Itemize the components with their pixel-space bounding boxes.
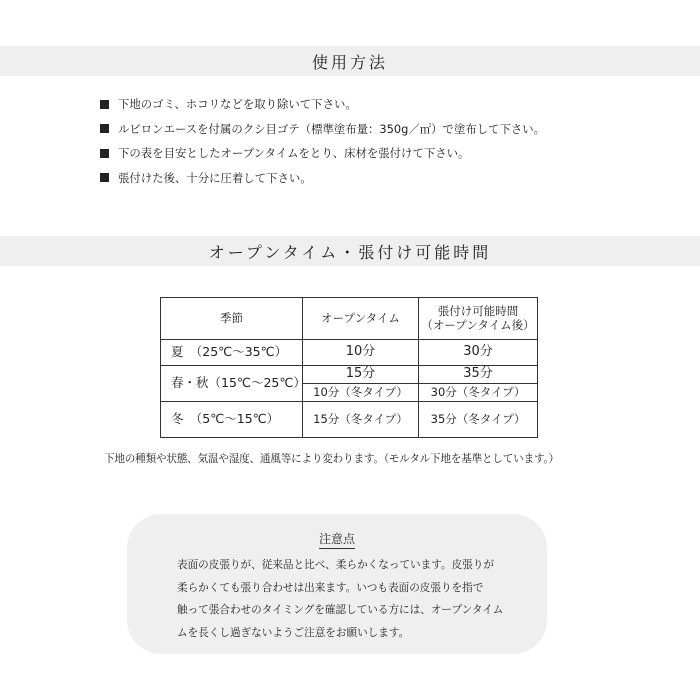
- square-bullet-icon: [100, 124, 109, 133]
- usage-heading-band: [0, 46, 700, 76]
- spring-autumn-open-time: 15分: [303, 366, 419, 384]
- table-row-winter: [161, 402, 538, 438]
- spring-autumn-open-time-winter: 10分（冬タイプ）: [303, 384, 419, 402]
- usage-step: [100, 166, 545, 191]
- season-spring-autumn: 春・秋（15℃～25℃）: [161, 366, 303, 402]
- usage-step-text: 張付けた後、十分に圧着して下さい。: [118, 170, 312, 185]
- season-summer: 夏 （25℃～35℃）: [161, 340, 303, 366]
- times-heading: オープンタイム・張付け可能時間: [208, 242, 492, 262]
- winter-possible-time: 35分（冬タイプ）: [419, 402, 538, 438]
- table-row-spring-autumn: [161, 366, 538, 384]
- open-time-table: [160, 297, 538, 438]
- usage-step: [100, 141, 545, 166]
- square-bullet-icon: [100, 149, 109, 158]
- times-heading-band: [0, 236, 700, 266]
- caution-box: [127, 514, 547, 654]
- spring-autumn-possible-time: 35分: [419, 366, 538, 384]
- usage-step-text: ルビロンエースを付属のクシ目ゴテ（標準塗布量：350g／㎡）で塗布して下さい。: [118, 121, 546, 136]
- square-bullet-icon: [100, 173, 109, 182]
- caution-line: 柔らかくても張り合わせは出来ます。いつも表面の皮張りを指で: [177, 581, 484, 594]
- season-winter: 冬 （5℃～15℃）: [161, 402, 303, 438]
- header-season: 季節: [161, 298, 303, 340]
- caution-title: [127, 530, 547, 547]
- usage-step: [100, 117, 545, 142]
- header-possible-time-line2: （オープンタイム後）: [421, 317, 535, 332]
- summer-possible-time: 30分: [419, 340, 538, 366]
- table-footnote: 下地の種類や状態、気温や湿度、通風等により変わります。（モルタル下地を基準としています。）: [104, 453, 559, 465]
- usage-heading: 使用方法: [311, 52, 388, 72]
- caution-line: ムを長くし過ぎないようご注意をお願いします。: [177, 626, 410, 639]
- header-possible-time: [419, 298, 538, 340]
- square-bullet-icon: [100, 100, 109, 109]
- spring-autumn-possible-time-winter: 30分（冬タイプ）: [419, 384, 538, 402]
- table-row-summer: [161, 340, 538, 366]
- caution-title-text: 注意点: [319, 532, 355, 549]
- header-open-time: オープンタイム: [303, 298, 419, 340]
- caution-line: 表面の皮張りが、従来品と比べ、柔らかくなっています。皮張りが: [177, 559, 494, 571]
- table-header-row: [161, 298, 538, 340]
- usage-step: [100, 92, 545, 117]
- winter-open-time: 15分（冬タイプ）: [303, 402, 419, 438]
- usage-steps-list: [100, 92, 545, 190]
- usage-step-text: 下の表を目安としたオープンタイムをとり、床材を張付けて下さい。: [118, 146, 470, 161]
- header-possible-time-line1: 張付け可能時間: [437, 304, 519, 319]
- usage-step-text: 下地のゴミ、ホコリなどを取り除いて下さい。: [118, 97, 357, 112]
- caution-body: [177, 554, 522, 644]
- caution-line: 触って張合わせのタイミングを確認している方には、オープンタイム: [177, 604, 504, 616]
- summer-open-time: 10分: [303, 340, 419, 366]
